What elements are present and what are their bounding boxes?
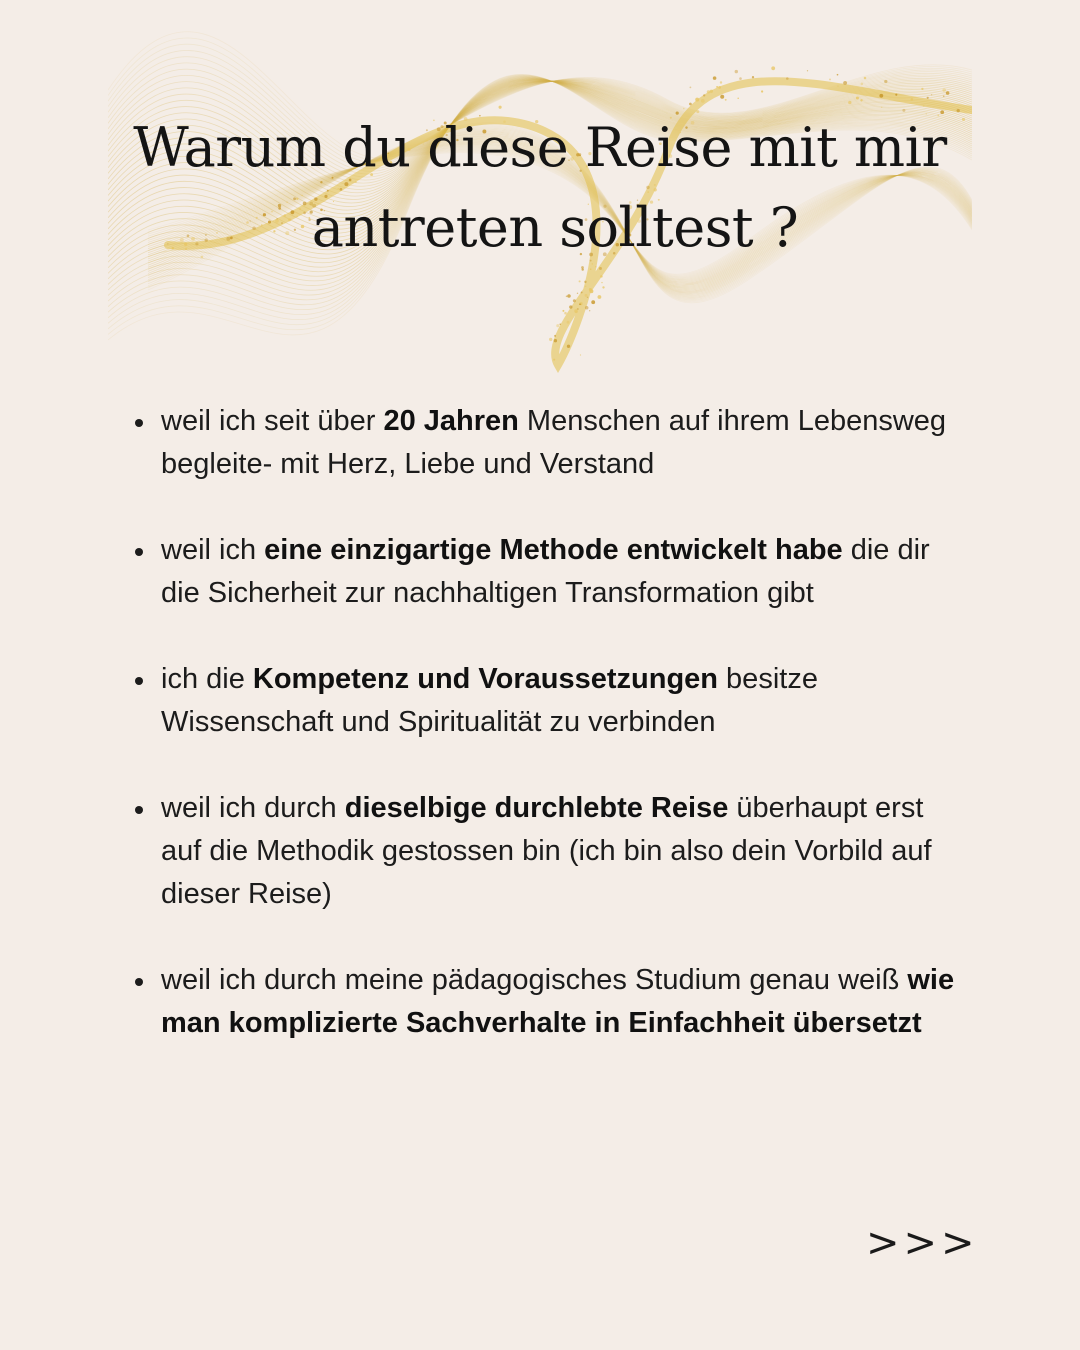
next-slide-arrow-icon[interactable]: >>> — [866, 1220, 979, 1266]
title-line-1: Warum du diese Reise mit mir — [133, 116, 947, 179]
reason-item — [130, 400, 970, 486]
reason-item — [130, 959, 970, 1045]
reason-item — [130, 658, 970, 744]
title-line-2: antreten solltest ? — [311, 196, 799, 259]
reasons-list — [130, 400, 970, 1088]
reason-text: ich die — [161, 663, 253, 695]
reason-text: Menschen auf ihrem Lebensweg begleite- mit Herz, Liebe und Verstand — [161, 405, 947, 480]
reason-highlight: wie man komplizierte Sachverhalte in Einfachheit übersetzt — [161, 964, 955, 1039]
reason-text: weil ich seit über — [161, 405, 384, 437]
reason-text: überhaupt erst auf die Methodik gestossen bin (ich bin also dein Vorbild auf dieser Reise) — [161, 792, 932, 910]
reason-highlight: dieselbige durchlebte Reise — [344, 792, 729, 824]
reason-highlight: 20 Jahren — [383, 405, 519, 437]
reason-item — [130, 787, 970, 916]
reason-text: weil ich durch meine pädagogisches Studium genau weiß — [161, 964, 908, 996]
reason-text: weil ich — [161, 534, 265, 566]
page-title — [108, 108, 972, 268]
reason-text: weil ich durch — [161, 792, 345, 824]
reason-item — [130, 529, 970, 615]
reason-text: die dir die Sicherheit zur nachhaltigen Transformation gibt — [161, 534, 930, 609]
reason-highlight: Kompetenz und Voraussetzungen — [252, 663, 718, 695]
reason-highlight: eine einzigartige Methode entwickelt habe — [264, 534, 843, 566]
reason-text: besitze Wissenschaft und Spiritualität zu verbinden — [161, 663, 818, 738]
